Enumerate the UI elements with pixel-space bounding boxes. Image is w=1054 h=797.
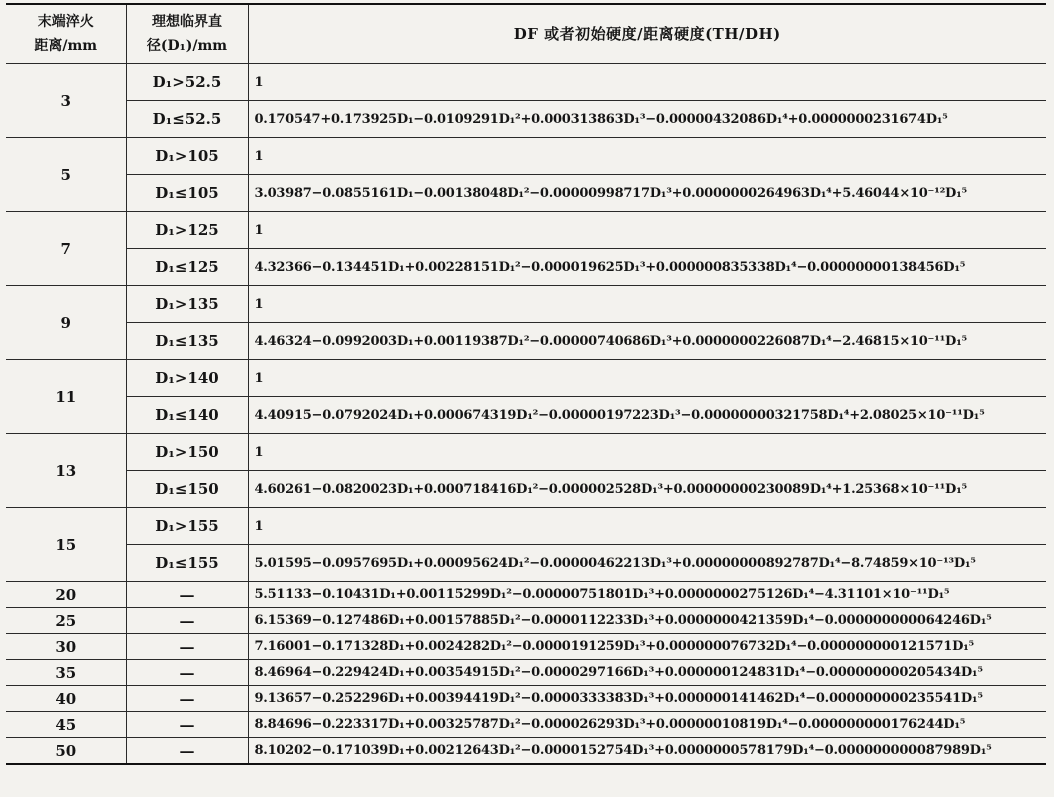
distance-cell: 50 bbox=[6, 738, 126, 765]
distance-cell: 40 bbox=[6, 686, 126, 712]
header-df-formula: DF 或者初始硬度/距离硬度(TH/DH) bbox=[248, 4, 1046, 64]
table-row bbox=[6, 686, 1046, 712]
formula-cell: 5.51133−0.10431D₁+0.00115299D₁²−0.00000751801D₁³+0.0000000275126D₁⁴−4.31101×10⁻¹¹D₁⁵ bbox=[248, 582, 1046, 608]
condition-cell: — bbox=[126, 660, 248, 686]
table-row bbox=[6, 545, 1046, 582]
condition-gt-cell: D₁>105 bbox=[126, 138, 248, 175]
condition-gt-cell: D₁>52.5 bbox=[126, 64, 248, 101]
formula-cell: 8.10202−0.171039D₁+0.00212643D₁²−0.0000152754D₁³+0.0000000578179D₁⁴−0.000000000087989D₁⁵ bbox=[248, 738, 1046, 765]
formula-cell: 9.13657−0.252296D₁+0.00394419D₁²−0.0000333383D₁³+0.000000141462D₁⁴−0.000000000235541D₁⁵ bbox=[248, 686, 1046, 712]
condition-gt-cell: D₁>125 bbox=[126, 212, 248, 249]
table-row bbox=[6, 660, 1046, 686]
formula-cell: 5.01595−0.0957695D₁+0.00095624D₁²−0.00000462213D₁³+0.00000000892787D₁⁴−8.74859×10⁻¹³D₁⁵ bbox=[248, 545, 1046, 582]
distance-cell: 5 bbox=[6, 138, 126, 212]
distance-cell: 45 bbox=[6, 712, 126, 738]
distance-cell: 3 bbox=[6, 64, 126, 138]
table-row bbox=[6, 634, 1046, 660]
condition-le-cell: D₁≤150 bbox=[126, 471, 248, 508]
table-row bbox=[6, 64, 1046, 101]
table-row bbox=[6, 738, 1046, 765]
condition-cell: — bbox=[126, 608, 248, 634]
condition-le-cell: D₁≤52.5 bbox=[126, 101, 248, 138]
condition-gt-cell: D₁>135 bbox=[126, 286, 248, 323]
table-row bbox=[6, 434, 1046, 471]
table-row bbox=[6, 712, 1046, 738]
table-row bbox=[6, 608, 1046, 634]
table-row bbox=[6, 138, 1046, 175]
distance-cell: 9 bbox=[6, 286, 126, 360]
table-row bbox=[6, 175, 1046, 212]
table-row bbox=[6, 286, 1046, 323]
header-critical-diameter-line1: 理想临界直 bbox=[152, 14, 222, 30]
table-row bbox=[6, 360, 1046, 397]
condition-le-cell: D₁≤125 bbox=[126, 249, 248, 286]
distance-cell: 35 bbox=[6, 660, 126, 686]
distance-cell: 11 bbox=[6, 360, 126, 434]
table-row bbox=[6, 323, 1046, 360]
header-critical-diameter-line2: 径(D₁)/mm bbox=[146, 38, 228, 54]
distance-cell: 15 bbox=[6, 508, 126, 582]
table-header-row bbox=[6, 4, 1046, 64]
header-quench-distance bbox=[6, 4, 126, 64]
formula-cell: 4.40915−0.0792024D₁+0.000674319D₁²−0.00000197223D₁³−0.00000000321758D₁⁴+2.08025×10⁻¹¹D₁⁵ bbox=[248, 397, 1046, 434]
formula-cell: 1 bbox=[248, 212, 1046, 249]
formula-cell: 1 bbox=[248, 64, 1046, 101]
distance-cell: 20 bbox=[6, 582, 126, 608]
formula-cell: 1 bbox=[248, 434, 1046, 471]
condition-le-cell: D₁≤135 bbox=[126, 323, 248, 360]
formula-cell: 8.84696−0.223317D₁+0.00325787D₁²−0.000026293D₁³+0.00000010819D₁⁴−0.000000000176244D₁⁵ bbox=[248, 712, 1046, 738]
condition-cell: — bbox=[126, 582, 248, 608]
formula-cell: 6.15369−0.127486D₁+0.00157885D₁²−0.0000112233D₁³+0.0000000421359D₁⁴−0.000000000064246D₁⁵ bbox=[248, 608, 1046, 634]
formula-cell: 1 bbox=[248, 138, 1046, 175]
condition-le-cell: D₁≤105 bbox=[126, 175, 248, 212]
condition-cell: — bbox=[126, 634, 248, 660]
distance-cell: 30 bbox=[6, 634, 126, 660]
formula-cell: 7.16001−0.171328D₁+0.0024282D₁²−0.0000191259D₁³+0.000000076732D₁⁴−0.000000000121571D₁⁵ bbox=[248, 634, 1046, 660]
header-critical-diameter bbox=[126, 4, 248, 64]
condition-cell: — bbox=[126, 712, 248, 738]
table-row bbox=[6, 582, 1046, 608]
condition-le-cell: D₁≤140 bbox=[126, 397, 248, 434]
formula-cell: 0.170547+0.173925D₁−0.0109291D₁²+0.000313863D₁³−0.00000432086D₁⁴+0.0000000231674D₁⁵ bbox=[248, 101, 1046, 138]
formula-cell: 4.46324−0.0992003D₁+0.00119387D₁²−0.00000740686D₁³+0.0000000226087D₁⁴−2.46815×10⁻¹¹D₁⁵ bbox=[248, 323, 1046, 360]
formula-cell: 8.46964−0.229424D₁+0.00354915D₁²−0.0000297166D₁³+0.000000124831D₁⁴−0.000000000205434D₁⁵ bbox=[248, 660, 1046, 686]
table-row bbox=[6, 249, 1046, 286]
header-quench-distance-line1: 末端淬火 bbox=[37, 14, 94, 30]
formula-cell: 1 bbox=[248, 286, 1046, 323]
formula-cell: 4.60261−0.0820023D₁+0.000718416D₁²−0.000002528D₁³+0.00000000230089D₁⁴+1.25368×10⁻¹¹D₁⁵ bbox=[248, 471, 1046, 508]
condition-gt-cell: D₁>155 bbox=[126, 508, 248, 545]
table-row bbox=[6, 101, 1046, 138]
formula-cell: 1 bbox=[248, 360, 1046, 397]
condition-cell: — bbox=[126, 686, 248, 712]
table-body bbox=[6, 64, 1046, 765]
table-row bbox=[6, 471, 1046, 508]
header-quench-distance-line2: 距离/mm bbox=[34, 38, 98, 54]
distance-cell: 25 bbox=[6, 608, 126, 634]
distance-cell: 13 bbox=[6, 434, 126, 508]
table-row bbox=[6, 212, 1046, 249]
table-row bbox=[6, 397, 1046, 434]
condition-cell: — bbox=[126, 738, 248, 765]
formula-cell: 4.32366−0.134451D₁+0.00228151D₁²−0.000019625D₁³+0.000000835338D₁⁴−0.00000000138456D₁⁵ bbox=[248, 249, 1046, 286]
condition-gt-cell: D₁>150 bbox=[126, 434, 248, 471]
formula-cell: 3.03987−0.0855161D₁−0.00138048D₁²−0.00000998717D₁³+0.0000000264963D₁⁴+5.46044×10⁻¹²D₁⁵ bbox=[248, 175, 1046, 212]
table-row bbox=[6, 508, 1046, 545]
distance-cell: 7 bbox=[6, 212, 126, 286]
condition-le-cell: D₁≤155 bbox=[126, 545, 248, 582]
formula-cell: 1 bbox=[248, 508, 1046, 545]
hardness-formula-table bbox=[6, 3, 1046, 765]
condition-gt-cell: D₁>140 bbox=[126, 360, 248, 397]
